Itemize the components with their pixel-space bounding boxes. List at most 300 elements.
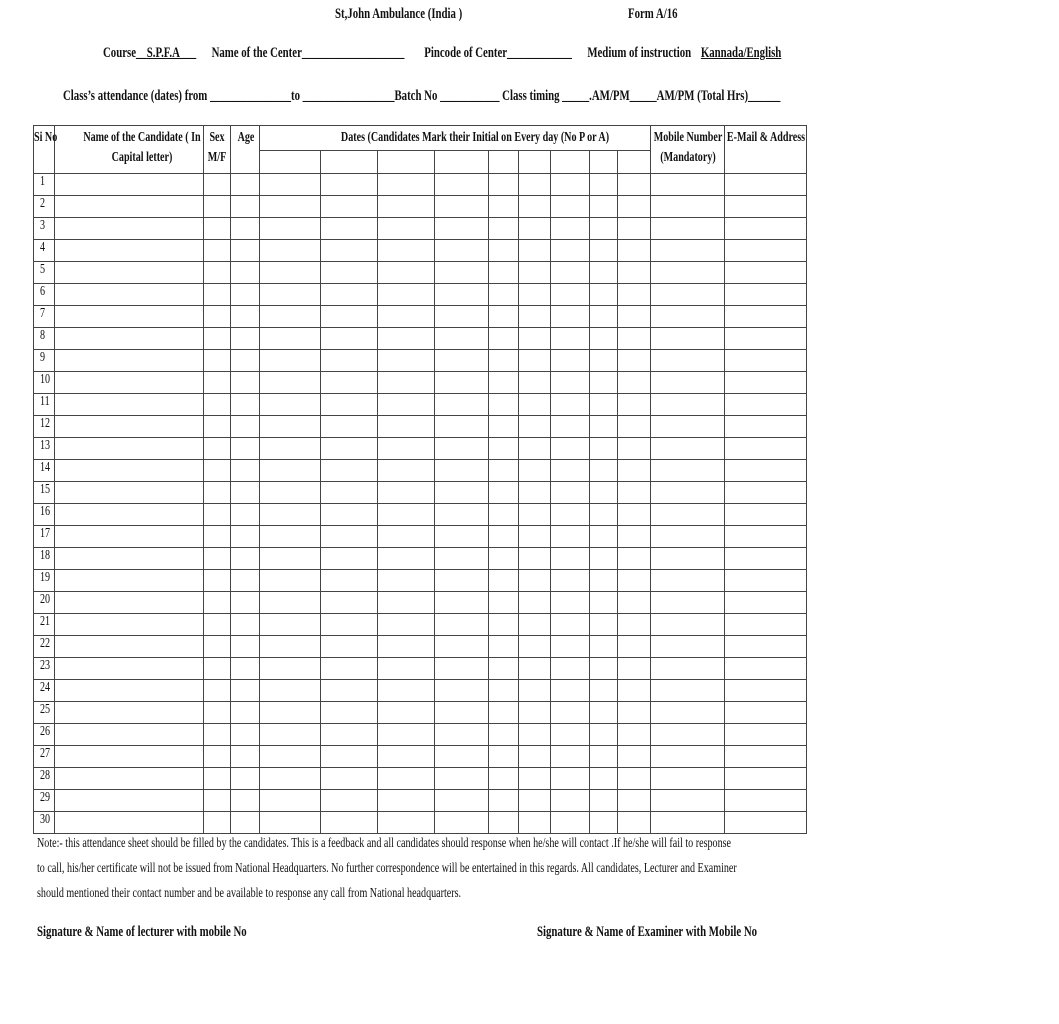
name-cell[interactable] [55,548,204,570]
date-cell[interactable] [378,350,435,372]
date-cell[interactable] [489,174,519,196]
date-cell[interactable] [489,240,519,262]
date-cell[interactable] [551,416,590,438]
sex-cell[interactable] [204,438,231,460]
date-cell[interactable] [618,416,651,438]
sex-cell[interactable] [204,548,231,570]
date-cell[interactable] [321,592,378,614]
date-cell[interactable] [435,174,489,196]
date-cell[interactable] [378,372,435,394]
date-cell[interactable] [378,328,435,350]
name-cell[interactable] [55,262,204,284]
sex-cell[interactable] [204,350,231,372]
date-cell[interactable] [590,174,618,196]
date-cell[interactable] [590,636,618,658]
date-cell[interactable] [321,548,378,570]
date-cell[interactable] [618,636,651,658]
date-cell[interactable] [260,372,321,394]
email-cell[interactable] [725,328,807,350]
email-cell[interactable] [725,196,807,218]
date-cell[interactable] [590,548,618,570]
date-cell[interactable] [260,306,321,328]
email-cell[interactable] [725,570,807,592]
date-cell[interactable] [618,438,651,460]
name-cell[interactable] [55,306,204,328]
date-cell[interactable] [378,526,435,548]
mobile-cell[interactable] [651,526,725,548]
date-cell[interactable] [590,680,618,702]
date-cell[interactable] [260,174,321,196]
date-cell[interactable] [618,790,651,812]
mobile-cell[interactable] [651,328,725,350]
date-cell[interactable] [618,306,651,328]
date-cell[interactable] [435,658,489,680]
name-cell[interactable] [55,790,204,812]
date-cell[interactable] [489,350,519,372]
name-cell[interactable] [55,460,204,482]
date-cell[interactable] [618,504,651,526]
email-cell[interactable] [725,438,807,460]
date-cell[interactable] [435,394,489,416]
sex-cell[interactable] [204,328,231,350]
date-cell[interactable] [618,592,651,614]
date-cell[interactable] [618,240,651,262]
age-cell[interactable] [231,218,260,240]
date-cell[interactable] [260,350,321,372]
date-cell[interactable] [489,284,519,306]
date-cell[interactable] [321,658,378,680]
date-cell[interactable] [321,350,378,372]
date-cell[interactable] [321,768,378,790]
date-cell[interactable] [435,636,489,658]
email-cell[interactable] [725,680,807,702]
date-cell[interactable] [489,526,519,548]
date-cell[interactable] [618,548,651,570]
mobile-cell[interactable] [651,416,725,438]
date-cell[interactable] [260,416,321,438]
date-cell[interactable] [618,394,651,416]
date-cell[interactable] [378,570,435,592]
sex-cell[interactable] [204,218,231,240]
date-cell[interactable] [590,768,618,790]
email-cell[interactable] [725,306,807,328]
date-cell[interactable] [435,438,489,460]
sex-cell[interactable] [204,592,231,614]
date-cell[interactable] [260,724,321,746]
date-cell[interactable] [590,658,618,680]
age-cell[interactable] [231,416,260,438]
date-cell[interactable] [260,592,321,614]
date-cell[interactable] [489,790,519,812]
date-cell[interactable] [378,240,435,262]
date-cell[interactable] [378,548,435,570]
date-cell[interactable] [489,218,519,240]
mobile-cell[interactable] [651,240,725,262]
date-cell[interactable] [618,218,651,240]
email-cell[interactable] [725,702,807,724]
name-cell[interactable] [55,768,204,790]
date-cell[interactable] [435,482,489,504]
date-cell[interactable] [321,614,378,636]
name-cell[interactable] [55,218,204,240]
date-cell[interactable] [435,306,489,328]
date-cell[interactable] [489,570,519,592]
email-cell[interactable] [725,790,807,812]
date-cell[interactable] [519,548,551,570]
mobile-cell[interactable] [651,702,725,724]
age-cell[interactable] [231,438,260,460]
date-cell[interactable] [590,746,618,768]
age-cell[interactable] [231,196,260,218]
date-cell[interactable] [378,196,435,218]
date-cell[interactable] [551,570,590,592]
sex-cell[interactable] [204,636,231,658]
date-cell[interactable] [590,218,618,240]
date-cell[interactable] [551,614,590,636]
date-cell[interactable] [590,350,618,372]
age-cell[interactable] [231,746,260,768]
date-cell[interactable] [435,328,489,350]
date-cell[interactable] [551,262,590,284]
date-cell[interactable] [435,614,489,636]
name-cell[interactable] [55,702,204,724]
sex-cell[interactable] [204,394,231,416]
date-cell[interactable] [489,548,519,570]
sex-cell[interactable] [204,724,231,746]
mobile-cell[interactable] [651,262,725,284]
date-cell[interactable] [519,526,551,548]
date-cell[interactable] [321,438,378,460]
date-cell[interactable] [590,240,618,262]
date-cell[interactable] [260,328,321,350]
email-cell[interactable] [725,592,807,614]
date-cell[interactable] [378,724,435,746]
date-cell[interactable] [519,614,551,636]
age-cell[interactable] [231,614,260,636]
date-cell[interactable] [618,460,651,482]
mobile-cell[interactable] [651,438,725,460]
sex-cell[interactable] [204,746,231,768]
age-cell[interactable] [231,636,260,658]
email-cell[interactable] [725,614,807,636]
date-cell[interactable] [378,614,435,636]
email-cell[interactable] [725,768,807,790]
date-cell[interactable] [519,636,551,658]
age-cell[interactable] [231,174,260,196]
date-cell[interactable] [618,680,651,702]
date-cell[interactable] [435,702,489,724]
date-cell[interactable] [551,482,590,504]
mobile-cell[interactable] [651,570,725,592]
date-cell[interactable] [321,416,378,438]
date-cell[interactable] [489,394,519,416]
email-cell[interactable] [725,284,807,306]
date-cell[interactable] [519,790,551,812]
name-cell[interactable] [55,350,204,372]
sex-cell[interactable] [204,570,231,592]
date-cell[interactable] [519,658,551,680]
date-cell[interactable] [321,372,378,394]
date-cell[interactable] [260,790,321,812]
mobile-cell[interactable] [651,306,725,328]
date-cell[interactable] [489,372,519,394]
date-cell[interactable] [378,174,435,196]
date-cell[interactable] [590,328,618,350]
name-cell[interactable] [55,482,204,504]
date-cell[interactable] [618,262,651,284]
date-cell[interactable] [435,790,489,812]
name-cell[interactable] [55,636,204,658]
date-cell[interactable] [618,350,651,372]
date-cell[interactable] [519,746,551,768]
date-cell[interactable] [551,438,590,460]
email-cell[interactable] [725,416,807,438]
date-cell[interactable] [489,262,519,284]
date-cell[interactable] [551,548,590,570]
date-cell[interactable] [551,306,590,328]
date-cell[interactable] [435,196,489,218]
date-cell[interactable] [435,526,489,548]
sex-cell[interactable] [204,306,231,328]
date-cell[interactable] [489,658,519,680]
name-cell[interactable] [55,526,204,548]
mobile-cell[interactable] [651,746,725,768]
sex-cell[interactable] [204,482,231,504]
date-cell[interactable] [519,174,551,196]
date-cell[interactable] [590,372,618,394]
date-cell[interactable] [321,790,378,812]
date-cell[interactable] [435,240,489,262]
date-cell[interactable] [378,504,435,526]
date-cell[interactable] [551,328,590,350]
name-cell[interactable] [55,394,204,416]
date-cell[interactable] [260,196,321,218]
date-cell[interactable] [489,680,519,702]
date-cell[interactable] [618,768,651,790]
mobile-cell[interactable] [651,614,725,636]
date-cell[interactable] [618,702,651,724]
date-cell[interactable] [489,482,519,504]
date-cell[interactable] [551,746,590,768]
name-cell[interactable] [55,504,204,526]
sex-cell[interactable] [204,526,231,548]
date-cell[interactable] [435,416,489,438]
mobile-cell[interactable] [651,218,725,240]
date-cell[interactable] [551,196,590,218]
mobile-cell[interactable] [651,790,725,812]
date-cell[interactable] [551,284,590,306]
date-cell[interactable] [321,284,378,306]
mobile-cell[interactable] [651,592,725,614]
date-cell[interactable] [551,790,590,812]
date-cell[interactable] [435,570,489,592]
sex-cell[interactable] [204,240,231,262]
date-cell[interactable] [590,460,618,482]
date-cell[interactable] [551,636,590,658]
date-cell[interactable] [321,702,378,724]
age-cell[interactable] [231,724,260,746]
date-cell[interactable] [260,438,321,460]
name-cell[interactable] [55,438,204,460]
date-cell[interactable] [378,790,435,812]
age-cell[interactable] [231,306,260,328]
date-cell[interactable] [489,416,519,438]
date-cell[interactable] [618,482,651,504]
date-cell[interactable] [435,768,489,790]
sex-cell[interactable] [204,460,231,482]
date-cell[interactable] [321,460,378,482]
date-cell[interactable] [519,768,551,790]
date-cell[interactable] [551,218,590,240]
email-cell[interactable] [725,460,807,482]
email-cell[interactable] [725,262,807,284]
date-cell[interactable] [489,636,519,658]
date-cell[interactable] [551,394,590,416]
mobile-cell[interactable] [651,504,725,526]
mobile-cell[interactable] [651,680,725,702]
date-cell[interactable] [378,636,435,658]
date-cell[interactable] [618,196,651,218]
date-cell[interactable] [618,372,651,394]
date-cell[interactable] [321,240,378,262]
date-cell[interactable] [618,746,651,768]
date-cell[interactable] [435,284,489,306]
date-cell[interactable] [551,460,590,482]
date-cell[interactable] [260,262,321,284]
mobile-cell[interactable] [651,482,725,504]
date-cell[interactable] [378,262,435,284]
date-cell[interactable] [260,240,321,262]
name-cell[interactable] [55,570,204,592]
date-cell[interactable] [618,526,651,548]
email-cell[interactable] [725,240,807,262]
date-cell[interactable] [435,218,489,240]
date-cell[interactable] [519,218,551,240]
date-cell[interactable] [378,702,435,724]
date-cell[interactable] [551,350,590,372]
mobile-cell[interactable] [651,174,725,196]
date-cell[interactable] [519,570,551,592]
date-cell[interactable] [489,438,519,460]
date-cell[interactable] [519,504,551,526]
date-cell[interactable] [519,284,551,306]
email-cell[interactable] [725,350,807,372]
date-cell[interactable] [519,196,551,218]
name-cell[interactable] [55,284,204,306]
age-cell[interactable] [231,394,260,416]
mobile-cell[interactable] [651,394,725,416]
sex-cell[interactable] [204,416,231,438]
date-cell[interactable] [321,724,378,746]
date-cell[interactable] [590,724,618,746]
email-cell[interactable] [725,174,807,196]
date-cell[interactable] [519,724,551,746]
date-cell[interactable] [590,438,618,460]
date-cell[interactable] [378,306,435,328]
date-cell[interactable] [260,548,321,570]
date-cell[interactable] [260,570,321,592]
date-cell[interactable] [378,658,435,680]
mobile-cell[interactable] [651,372,725,394]
date-cell[interactable] [590,570,618,592]
date-cell[interactable] [489,328,519,350]
date-cell[interactable] [435,504,489,526]
date-cell[interactable] [378,482,435,504]
date-cell[interactable] [489,504,519,526]
email-cell[interactable] [725,504,807,526]
sex-cell[interactable] [204,504,231,526]
age-cell[interactable] [231,350,260,372]
email-cell[interactable] [725,746,807,768]
email-cell[interactable] [725,394,807,416]
mobile-cell[interactable] [651,768,725,790]
sex-cell[interactable] [204,790,231,812]
name-cell[interactable] [55,658,204,680]
name-cell[interactable] [55,614,204,636]
date-cell[interactable] [489,196,519,218]
name-cell[interactable] [55,328,204,350]
date-cell[interactable] [435,724,489,746]
email-cell[interactable] [725,636,807,658]
date-cell[interactable] [551,240,590,262]
date-cell[interactable] [551,592,590,614]
mobile-cell[interactable] [651,350,725,372]
date-cell[interactable] [519,394,551,416]
date-cell[interactable] [519,592,551,614]
email-cell[interactable] [725,372,807,394]
date-cell[interactable] [260,526,321,548]
mobile-cell[interactable] [651,658,725,680]
name-cell[interactable] [55,724,204,746]
date-cell[interactable] [260,394,321,416]
date-cell[interactable] [378,438,435,460]
date-cell[interactable] [519,306,551,328]
date-cell[interactable] [590,614,618,636]
date-cell[interactable] [321,174,378,196]
email-cell[interactable] [725,526,807,548]
date-cell[interactable] [519,702,551,724]
date-cell[interactable] [435,460,489,482]
mobile-cell[interactable] [651,636,725,658]
age-cell[interactable] [231,570,260,592]
name-cell[interactable] [55,196,204,218]
date-cell[interactable] [489,306,519,328]
date-cell[interactable] [435,372,489,394]
sex-cell[interactable] [204,174,231,196]
date-cell[interactable] [590,482,618,504]
date-cell[interactable] [618,614,651,636]
date-cell[interactable] [551,724,590,746]
date-cell[interactable] [321,746,378,768]
date-cell[interactable] [378,284,435,306]
name-cell[interactable] [55,174,204,196]
email-cell[interactable] [725,658,807,680]
date-cell[interactable] [321,570,378,592]
date-cell[interactable] [378,592,435,614]
date-cell[interactable] [590,394,618,416]
sex-cell[interactable] [204,680,231,702]
email-cell[interactable] [725,482,807,504]
date-cell[interactable] [551,174,590,196]
name-cell[interactable] [55,240,204,262]
date-cell[interactable] [260,284,321,306]
sex-cell[interactable] [204,196,231,218]
date-cell[interactable] [321,306,378,328]
date-cell[interactable] [551,702,590,724]
date-cell[interactable] [590,284,618,306]
date-cell[interactable] [590,504,618,526]
date-cell[interactable] [590,262,618,284]
